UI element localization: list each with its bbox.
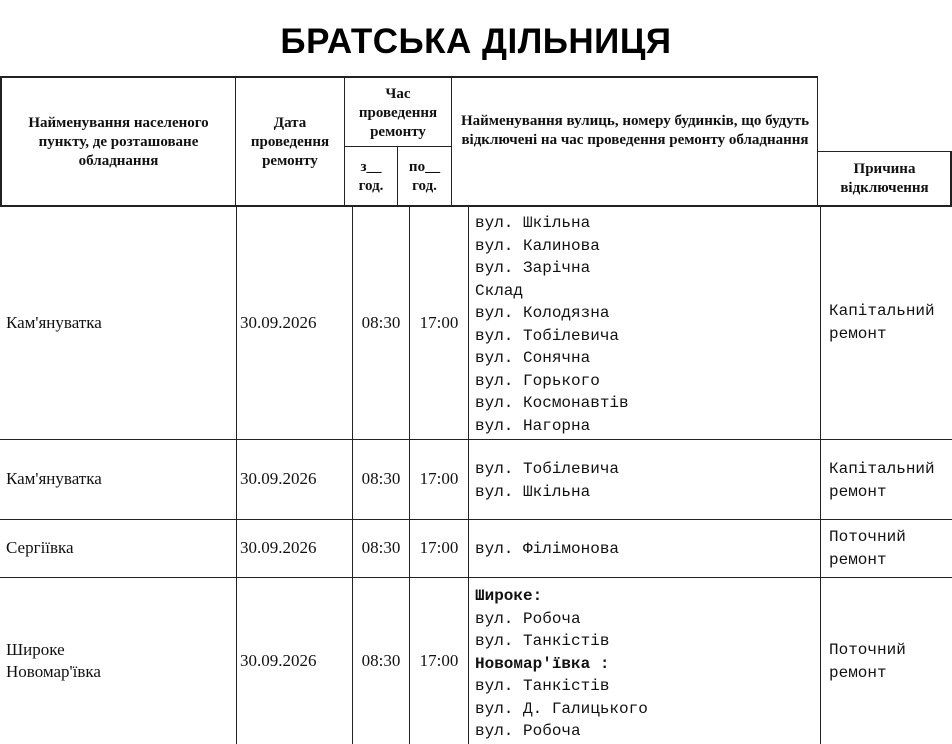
- street-item: вул. Шкільна: [475, 482, 591, 501]
- header-reason: Причина відключення: [840, 161, 929, 196]
- street-item: вул. Філімонова: [475, 540, 620, 558]
- header-time-to: по__ год.: [408, 159, 441, 194]
- streets-cell: [475, 458, 815, 503]
- from-value: 08:30: [361, 469, 401, 489]
- to-cell: [410, 520, 468, 577]
- page-title: БРАТСЬКА ДІЛЬНИЦЯ: [280, 22, 672, 61]
- settlement-name: Широке: [6, 639, 65, 659]
- street-item: вул. Робоча: [475, 722, 581, 740]
- reason-cell: [829, 526, 949, 571]
- to-cell: [410, 440, 468, 519]
- date-cell: [240, 520, 350, 577]
- settlement-cell: [6, 207, 234, 439]
- street-item: Склад: [475, 281, 524, 300]
- from-value: 08:30: [361, 538, 401, 558]
- reason-cell: [829, 300, 949, 345]
- street-item: вул. Колодязна: [475, 304, 610, 322]
- street-item: вул. Зарічна: [475, 259, 591, 277]
- reason-cell: [829, 639, 949, 684]
- header-time: Час проведення ремонту: [358, 85, 438, 140]
- date-value: 30.09.2026: [240, 312, 317, 332]
- street-item: вул. Тобілевича: [475, 460, 620, 478]
- from-cell: [353, 440, 409, 519]
- from-cell: [353, 207, 409, 439]
- settlement-cell: [6, 520, 234, 577]
- header-time-from: з__ год.: [358, 159, 384, 194]
- date-value: 30.09.2026: [240, 469, 317, 489]
- from-value: 08:30: [361, 312, 401, 332]
- date-value: 30.09.2026: [240, 538, 317, 558]
- from-cell: [353, 578, 409, 744]
- header-streets: Найменування вулиць, номеру будинків, що будуть відключені на час проведення ремонту обладнання: [460, 113, 810, 148]
- settlement-name: Кам'януватка: [6, 312, 102, 332]
- street-item: вул. Калинова: [475, 236, 600, 255]
- reason-line: ремонт: [829, 663, 887, 682]
- street-item: Новомар'ївка :: [475, 654, 610, 673]
- from-value: 08:30: [361, 650, 401, 670]
- street-item: вул. Горького: [475, 371, 600, 390]
- streets-cell: [475, 212, 815, 437]
- reason-line: Поточний: [829, 641, 906, 659]
- street-item: вул. Д. Галицького: [475, 699, 648, 718]
- settlement-name: Новомар'ївка: [6, 662, 101, 681]
- reason-line: Капітальний: [829, 302, 935, 320]
- street-item: вул. Тобілевича: [475, 326, 620, 345]
- date-cell: [240, 578, 350, 744]
- reason-line: ремонт: [829, 324, 887, 343]
- street-item: вул. Танкістів: [475, 677, 610, 695]
- street-item: вул. Шкільна: [475, 214, 591, 232]
- streets-cell: [475, 538, 815, 561]
- settlement-cell: [6, 578, 234, 744]
- streets-cell: [475, 585, 815, 743]
- street-item: Широке:: [475, 587, 543, 605]
- settlement-name: Сергіївка: [6, 538, 74, 558]
- date-cell: [240, 207, 350, 439]
- reason-line: Капітальний: [829, 460, 935, 478]
- reason-line: ремонт: [829, 482, 887, 501]
- settlement-cell: [6, 440, 234, 519]
- street-item: вул. Сонячна: [475, 349, 591, 367]
- to-value: 17:00: [419, 469, 459, 489]
- header-settlement: Найменування населеного пункту, де розташоване обладнання: [28, 114, 209, 169]
- reason-line: ремонт: [829, 550, 887, 569]
- street-item: вул. Космонавтів: [475, 394, 629, 412]
- to-value: 17:00: [419, 650, 459, 670]
- to-cell: [410, 578, 468, 744]
- to-value: 17:00: [419, 538, 459, 558]
- to-value: 17:00: [419, 312, 459, 332]
- date-value: 30.09.2026: [240, 650, 317, 670]
- header-date: Дата проведення ремонту: [250, 114, 330, 169]
- street-item: вул. Танкістів: [475, 632, 610, 650]
- from-cell: [353, 520, 409, 577]
- settlement-name: Кам'януватка: [6, 469, 102, 489]
- street-item: вул. Робоча: [475, 609, 581, 628]
- date-cell: [240, 440, 350, 519]
- street-item: вул. Нагорна: [475, 416, 591, 435]
- to-cell: [410, 207, 468, 439]
- reason-line: Поточний: [829, 528, 906, 546]
- reason-cell: [829, 458, 949, 503]
